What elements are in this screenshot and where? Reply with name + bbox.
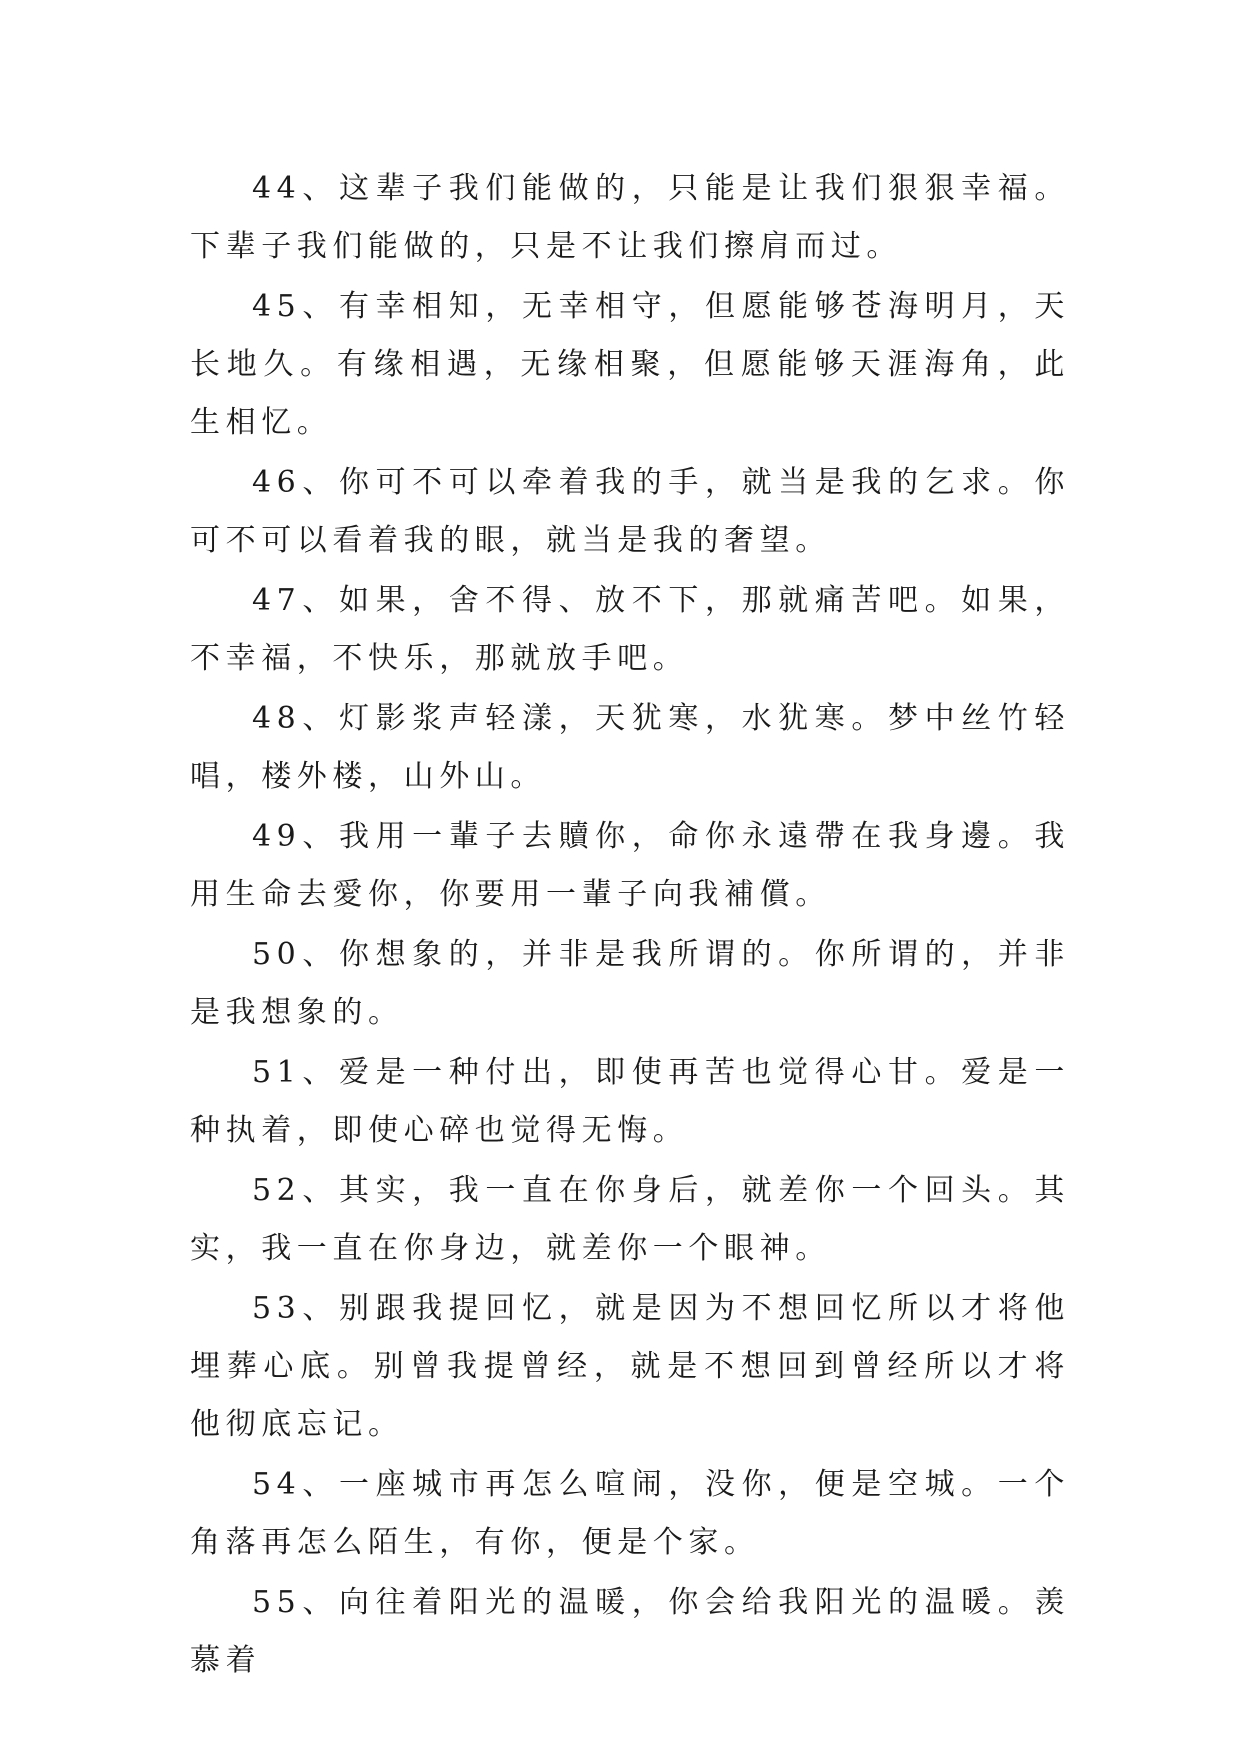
document-body	[190, 160, 1070, 1692]
quote-paragraph-54: 54、一座城市再怎么喧闹，没你，便是空城。一个角落再怎么陌生，有你，便是个家。	[190, 1467, 1070, 1560]
quote-paragraph-52: 52、其实，我一直在你身后，就差你一个回头。其实，我一直在你身边，就差你一个眼神。	[190, 1173, 1070, 1266]
quote-paragraph-49: 49、我用一輩子去贖你，命你永遠帶在我身邊。我用生命去愛你，你要用一輩子向我補償。	[190, 819, 1070, 912]
quote-paragraph-48: 48、灯影浆声轻漾，天犹寒，水犹寒。梦中丝竹轻唱，楼外楼，山外山。	[190, 701, 1070, 794]
quote-paragraph-50: 50、你想象的，并非是我所谓的。你所谓的，并非是我想象的。	[190, 937, 1070, 1030]
quote-paragraph-45: 45、有幸相知，无幸相守，但愿能够苍海明月，天长地久。有缘相遇，无缘相聚，但愿能够天涯海角，此生相忆。	[190, 289, 1070, 440]
quote-paragraph-44: 44、这辈子我们能做的，只能是让我们狠狠幸福。下辈子我们能做的，只是不让我们擦肩而过。	[190, 171, 1070, 264]
quote-paragraph-47: 47、如果，舍不得、放不下，那就痛苦吧。如果，不幸福，不快乐，那就放手吧。	[190, 583, 1070, 676]
quote-paragraph-51: 51、爱是一种付出，即使再苦也觉得心甘。爱是一种执着，即使心碎也觉得无悔。	[190, 1055, 1070, 1148]
quote-paragraph-53: 53、别跟我提回忆，就是因为不想回忆所以才将他埋葬心底。别曾我提曾经，就是不想回到曾经所以才将他彻底忘记。	[190, 1291, 1070, 1442]
quote-paragraph-46: 46、你可不可以牵着我的手，就当是我的乞求。你可不可以看着我的眼，就当是我的奢望。	[190, 465, 1070, 558]
quote-paragraph-55: 55、向往着阳光的温暖，你会给我阳光的温暖。羡慕着	[190, 1585, 1070, 1678]
